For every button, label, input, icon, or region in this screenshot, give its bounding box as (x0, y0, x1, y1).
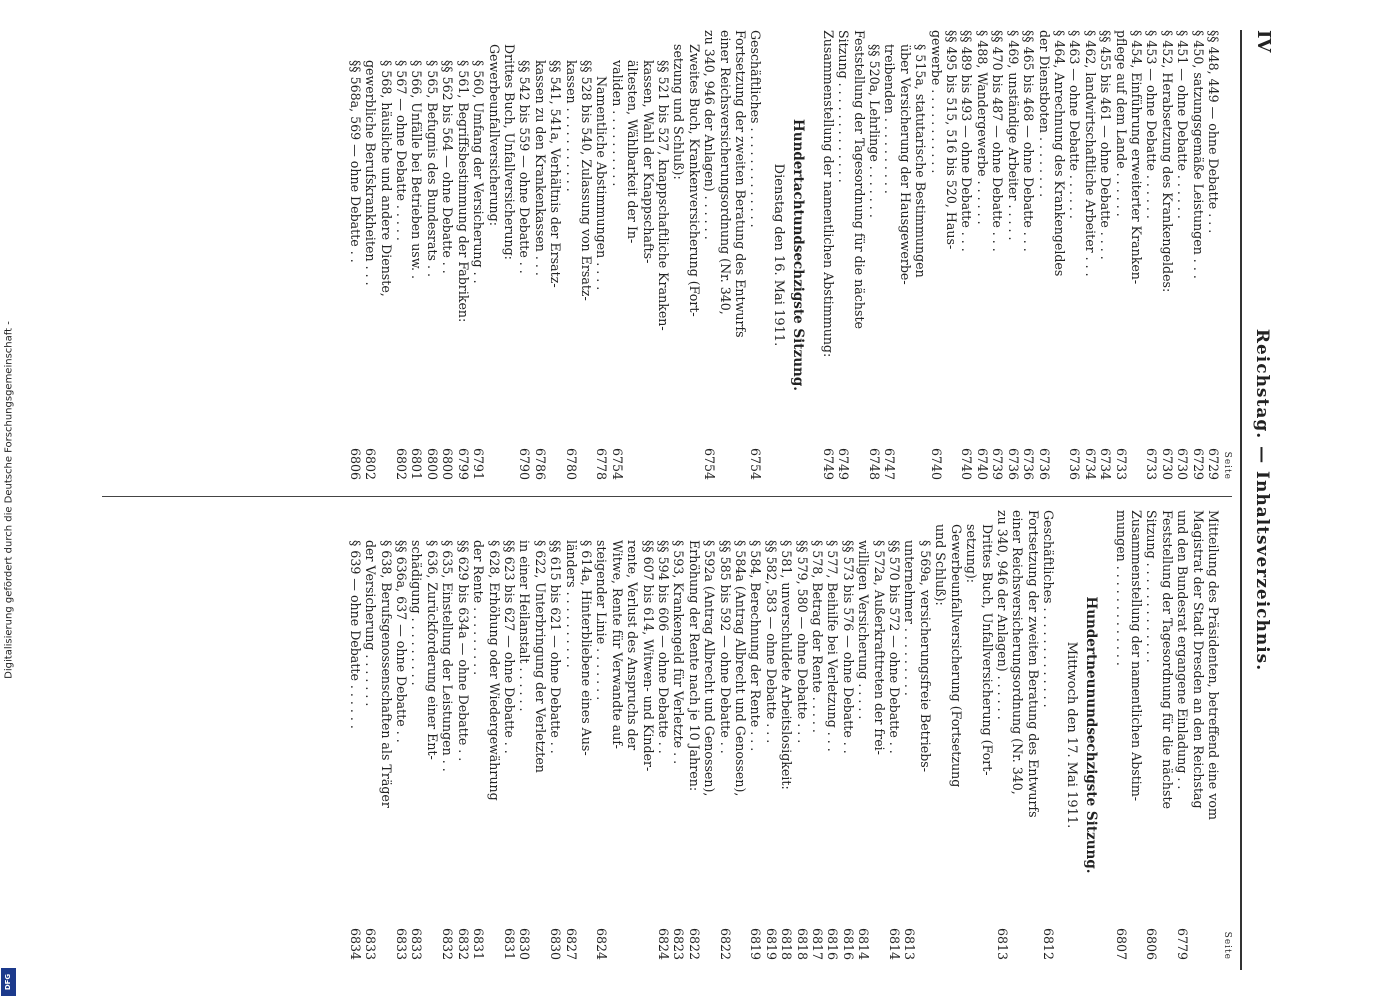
toc-entry-page: 6729 (1190, 447, 1206, 480)
toc-entry (974, 30, 989, 480)
toc-entry-text: § 593, Krankengeld für Verletzte . . (670, 540, 686, 765)
toc-entry (989, 30, 1004, 480)
toc-entry-text: § 454, Einführung erweiterter Kranken- pflege auf dem Lande . . . . . . (1113, 30, 1144, 285)
toc-entry (686, 510, 717, 960)
toc-entry-text: §§ 541, 541a, Verhältnis der Ersatz- kassen zu den Krankenkassen . . . (532, 60, 563, 288)
right-entries (1113, 510, 1221, 960)
toc-entry-text: Zusammenstellung der namentlichen Abstim- mungen . . . . . . . . . . . . . (1113, 510, 1144, 802)
toc-entry-page: 6778 (593, 447, 609, 480)
toc-entry (593, 510, 655, 960)
left-entries (820, 30, 1221, 480)
toc-entry-page: 6733 (1143, 447, 1159, 480)
toc-entry-text: § 452, Herabsetzung des Krankengeldes: (1159, 30, 1175, 293)
toc-entry-page: 6754 (747, 447, 763, 480)
toc-entry-page: 6818 (794, 927, 810, 960)
toc-entry (825, 510, 840, 960)
toc-entry-text: Fortsetzung der zweiten Beratung des Entwurfs einer Reichsversicherungsordnung (Nr. 340, zu 340, 946 der Anlagen) . . . . . . (994, 510, 1041, 818)
toc-entry (470, 510, 501, 960)
toc-entry-text: § 450, satzungsgemäße Leistungen . . . (1190, 30, 1206, 279)
toc-entry (1066, 30, 1081, 480)
toc-entry-text: § 488, Wandergewerbe . . . . . . (974, 30, 990, 225)
toc-entry (994, 510, 1040, 960)
toc-entry (1113, 510, 1144, 960)
toc-entry-page: 6831 (470, 927, 486, 960)
toc-entry-page: 6736 (1066, 447, 1082, 480)
toc-entry-text: § 581, unverschuldete Arbeitslosigkeit: (778, 540, 794, 790)
toc-entry (347, 30, 362, 480)
toc-entry (455, 30, 470, 480)
toc-entry (840, 510, 855, 960)
toc-entry (732, 510, 747, 960)
toc-entry-text: §§ 579, 580 — ohne Debatte . . . (794, 540, 810, 744)
toc-entry-text: §§ 470 bis 487 — ohne Debatte . . . (989, 30, 1005, 252)
session-date-169: Mittwoch den 17. Mai 1911. (1063, 641, 1079, 829)
toc-entry-text: § 592a (Antrag Albrecht und Genossen), Erhöhung der Rente nach je 10 Jahren: (686, 540, 717, 797)
toc-entry-page: 6729 (1205, 447, 1221, 480)
toc-entry-text: § 569a, versicherungsfreie Betriebs- unternehmer . . . . . . . . . (902, 540, 933, 772)
toc-entry-page: 6754 (701, 447, 717, 480)
seite-label: Seite (1221, 451, 1232, 480)
toc-entry-text: Namentliche Abstimmungen . . . . (593, 76, 609, 291)
toc-entry-text: §§ 615 bis 621 — ohne Debatte . . (547, 540, 563, 754)
toc-entry (547, 510, 562, 960)
toc-entry-page: 6832 (455, 927, 471, 960)
toc-entry-page: 6740 (974, 447, 990, 480)
toc-entry-page: 6739 (989, 447, 1005, 480)
toc-entry-page: 6754 (609, 447, 625, 480)
toc-entry (609, 30, 671, 480)
toc-entry-page: 6830 (516, 927, 532, 960)
toc-entry-page: 6749 (820, 447, 836, 480)
toc-entry-page: 6830 (547, 927, 563, 960)
toc-entry (671, 30, 702, 480)
toc-entry (393, 30, 408, 480)
toc-entry-text: § 622, Unterbringung der Verletzten in einer Heilanstalt . . . . . . (516, 540, 548, 773)
digitization-sidebar (0, 0, 18, 1000)
toc-entry-page: 6779 (1174, 927, 1190, 960)
toc-entry-text: §§ 455 bis 461 — ohne Debatte . . . . (1097, 30, 1113, 260)
toc-entry-page: 6814 (886, 927, 902, 960)
toc-entry-text: § 463 — ohne Debatte . . . . . . (1066, 30, 1082, 219)
toc-entry-page: 6740 (959, 447, 974, 480)
toc-entry-page: 6806 (1143, 927, 1159, 960)
toc-entry (1082, 30, 1097, 480)
left-session-entries (347, 30, 763, 480)
toc-entry-page: 6734 (1082, 447, 1098, 480)
toc-entry-text: Fortsetzung der zweiten Beratung des Entwurfs einer Reichsversicherungsordnung (Nr. 340, zu 340, 946 der Anlagen) . . . . . . (701, 30, 748, 338)
toc-entry-text: Gewerbeunfallversicherung: (486, 44, 502, 226)
toc-entry (1205, 30, 1220, 480)
toc-entry-text: Zusammenstellung der namentlichen Abstimmung: (820, 30, 836, 358)
toc-entry (347, 510, 362, 960)
toc-entry-text: §§ 607 bis 614, Witwen- und Kinder- rente, Verlust des Anspruchs der Witwe, Rente für Verwandte auf- steigender Linie . . . . . . . (593, 540, 656, 772)
toc-entry-text: Gewerbeunfallversicherung (Fortsetzung und Schluß): (932, 524, 964, 788)
toc-entry (439, 30, 454, 480)
toc-entry-page: 6806 (347, 447, 363, 480)
toc-entry-text: §§ 520a, Lehrlinge . . . . . . . (866, 44, 882, 218)
toc-entry-page: 6802 (362, 447, 378, 480)
toc-entry-text: Drittes Buch, Unfallversicherung (Fort- setzung): (963, 524, 995, 776)
toc-entry (501, 510, 516, 960)
toc-entry-page: 6790 (516, 447, 532, 480)
toc-entry-page: 6730 (1174, 447, 1190, 480)
dfg-logo-icon (1, 968, 16, 996)
toc-entry-page: 6733 (1113, 447, 1129, 480)
toc-entry-text: Feststellung der Tagesordnung für die nächste Sitzung . . . . . . . . . . . . . (835, 30, 867, 329)
toc-entry-text: § 614a, Hinterbliebene eines Aus- länders . . . . . . . . . . (563, 540, 594, 756)
toc-entry-text: §§ 582, 583 — ohne Debatte . . . (763, 540, 779, 744)
session-heading-168: Hundertachtundsechzigste Sitzung. (789, 119, 806, 391)
toc-entry-page: 6822 (686, 927, 702, 960)
toc-entry (501, 30, 516, 480)
toc-entry-page: 6730 (1159, 447, 1175, 480)
toc-entry-text: § 584, Berechnung der Rente . . . (747, 540, 763, 752)
toc-entry-text: §§ 585 bis 592 — ohne Debatte . . (717, 540, 733, 754)
toc-entry-text: §§ 636a, 637 — ohne Debatte . . (393, 540, 409, 743)
toc-entry-page: 6801 (409, 447, 424, 480)
rotated-sheet (92, 30, 1292, 970)
toc-entry-page: 6817 (809, 927, 825, 960)
toc-entry (409, 30, 424, 480)
toc-entry (470, 30, 485, 480)
toc-entry-page: 6831 (501, 927, 517, 960)
toc-entry (671, 510, 686, 960)
toc-entry (701, 30, 747, 480)
toc-entry (717, 510, 732, 960)
toc-entry-page: 6747 (881, 447, 897, 480)
toc-entry (932, 510, 963, 960)
toc-entry-page: 6816 (840, 927, 856, 960)
toc-entry (424, 30, 439, 480)
seite-label-right: Seite (1221, 931, 1232, 960)
toc-entry-page: 6833 (362, 927, 378, 960)
toc-entry-text: § 639 — ohne Debatte . . . . . . (347, 540, 363, 729)
toc-entry-text: §§ 623 bis 627 — ohne Debatte . . (501, 540, 517, 754)
toc-entry-page: 6800 (439, 447, 455, 480)
toc-entry-text: § 469, unständige Arbeiter . . . . . (1005, 30, 1021, 241)
toc-entry (563, 510, 594, 960)
toc-entry (516, 510, 547, 960)
toc-entry-page: 6822 (717, 927, 733, 960)
toc-entry-text: § 572a, Außerkrafttreten der frei- willigen Versicherung . . . . . (855, 540, 887, 755)
toc-entry-text: Mitteilung des Präsidenten, betreffend eine vom Magistrat der Stadt Dresden an den Reichstag und den Bundesrat ergangene Einladung . . (1174, 510, 1221, 820)
toc-entry-page: 6813 (902, 927, 917, 960)
toc-entry (959, 30, 974, 480)
toc-entry (1143, 510, 1174, 960)
toc-entry-text: Drittes Buch, Unfallversicherung: (501, 44, 517, 260)
toc-entry-text: § 635, Einstellung der Leistungen . . (439, 540, 455, 772)
toc-entry-page: 6791 (470, 447, 486, 480)
toc-entry-text: § 566, Unfälle bei Betrieben usw. . (409, 60, 424, 280)
toc-entry-page: 6827 (563, 927, 579, 960)
toc-entry-text: §§ 562 bis 564 — ohne Debatte . . (439, 60, 455, 274)
toc-entry-text: §§ 489 bis 493 — ohne Debatte . . . (959, 30, 974, 252)
toc-entry-page: 6812 (1040, 927, 1056, 960)
toc-entry (1113, 30, 1144, 480)
page-header (1246, 30, 1274, 970)
toc-entry-page: 6816 (824, 927, 840, 960)
toc-entry-text: Zweites Buch, Krankenversicherung (Fort- setzung und Schluß): (670, 44, 702, 317)
toc-entry (532, 30, 563, 480)
right-session-entries (347, 510, 1056, 960)
toc-entry-page: 6748 (866, 447, 882, 480)
toc-entry-text: §§ 573 bis 576 — ohne Debatte . . (840, 540, 856, 754)
toc-entry (393, 510, 408, 960)
toc-entry-text: Geschäftliches . . . . . . . . . . . . . (1040, 510, 1056, 708)
toc-entry (1097, 30, 1112, 480)
toc-entry (1040, 510, 1055, 960)
toc-entry-text: § 453 — ohne Debatte . . . . . . (1143, 30, 1159, 219)
toc-entry (486, 30, 501, 480)
toc-entry-text: §§ 594 bis 606 — ohne Debatte . . (655, 540, 671, 754)
toc-entry-text: § 567 — ohne Debatte . . . . . (393, 60, 409, 241)
toc-entry-text: § 515a, statutarische Bestimmungen über Versicherung der Hausgewerbe- treibenden . . . . . . . . . . (881, 44, 928, 285)
toc-entry (362, 30, 393, 480)
session-date-168: Dienstag den 16. Mai 1911. (770, 163, 786, 347)
toc-entry (794, 510, 809, 960)
toc-entry (439, 510, 454, 960)
toc-entry (748, 510, 763, 960)
toc-entry-page: 6780 (563, 447, 579, 480)
toc-entry-page: 6740 (928, 447, 944, 480)
toc-entry (778, 510, 793, 960)
toc-entry (902, 510, 933, 960)
toc-entry (748, 30, 763, 480)
toc-entry-text: §§ 568a, 569 — ohne Debatte . . (347, 60, 363, 263)
toc-entry-text: § 636, Zurückforderung einer Ent- schädigung . . . . . . . . . (409, 540, 440, 760)
toc-entry (882, 30, 928, 480)
toc-entry (963, 510, 994, 960)
toc-entry (1005, 30, 1020, 480)
toc-entry-text: § 578, Betrag der Rente . . . . . (809, 540, 825, 733)
toc-entry-text: § 568, häusliche und andere Dienste, gewerbliche Berufskrankheiten . . . (362, 60, 394, 297)
toc-entry-page: 6833 (393, 927, 409, 960)
toc-entry-page: 6736 (1020, 447, 1036, 480)
toc-entry (809, 510, 824, 960)
toc-entry (1020, 30, 1035, 480)
toc-entry-text: § 464, Anrechnung des Krankengeldes der Dienstboten . . . . . . . . (1036, 30, 1067, 277)
toc-entry-page: 6799 (455, 447, 471, 480)
toc-entry-text: Feststellung der Tagesordnung für die nächste Sitzung . . . . . . . . . . . . . (1143, 510, 1175, 809)
toc-entry-page: 6802 (393, 447, 409, 480)
toc-entry-text: §§ 542 bis 559 — ohne Debatte . . (516, 60, 532, 274)
toc-entry (1036, 30, 1067, 480)
toc-entry-text: § 565, Befugnis des Bundesrats . . (424, 60, 440, 277)
toc-entry-text: §§ 465 bis 468 — ohne Debatte . . . (1020, 30, 1036, 252)
toc-entry-text: §§ 495 bis 515, 516 bis 520, Haus- gewerbe . . . . . . . . . . . (928, 30, 959, 250)
toc-entry-text: §§ 570 bis 572 — ohne Debatte . . (886, 540, 902, 754)
toc-entry (763, 510, 778, 960)
toc-entry-text: §§ 629 bis 634a — ohne Debatte . . (455, 540, 471, 762)
toc-entry-page: 6834 (347, 927, 363, 960)
toc-entry (455, 510, 470, 960)
toc-entry (655, 510, 670, 960)
toc-entry-page: 6818 (778, 927, 794, 960)
column-divider (102, 496, 1232, 497)
left-column (102, 30, 1232, 480)
toc-entry (409, 510, 440, 960)
toc-entry-page: 6824 (655, 927, 671, 960)
toc-entry-text: § 584a (Antrag Albrecht und Genossen), (732, 540, 748, 797)
digitization-credit: Digitalisierung gefördert durch die Deutsche Forschungsgemeinschaft - (3, 321, 15, 679)
toc-entry (1143, 30, 1158, 480)
toc-entry-text: §§ 528 bis 540, Zulassung von Ersatz- kassen . . . . . . . . . . . (563, 60, 594, 301)
toc-entry-page: 6813 (994, 927, 1010, 960)
toc-entry (593, 30, 608, 480)
toc-entry-text: §§ 448, 449 — ohne Debatte . . . (1205, 30, 1221, 234)
toc-entry (835, 30, 866, 480)
toc-entry-page: 6823 (670, 927, 686, 960)
toc-entry (362, 510, 393, 960)
toc-entry (928, 30, 959, 480)
toc-entry-page: 6832 (439, 927, 455, 960)
toc-entry-text: § 577, Beihilfe bei Verletzung . . . (824, 540, 840, 752)
session-heading-169: Hundertneunundsechzigste Sitzung. (1082, 596, 1099, 874)
toc-entry-page: 6833 (409, 927, 424, 960)
toc-entry (1159, 30, 1174, 480)
toc-entry-page: 6736 (1036, 447, 1052, 480)
toc-entry (1174, 30, 1189, 480)
toc-entry-page: 6814 (855, 927, 871, 960)
toc-entry (855, 510, 886, 960)
toc-entry-text: §§ 521 bis 527, knappschaftliche Kranken- kassen, Wahl der Knappschafts- ältesten, Wählbarkeit der In- validen . . . . . . . . . . (609, 60, 671, 331)
header-rule (1240, 30, 1242, 970)
toc-entry (820, 30, 835, 480)
toc-entry-text: § 560, Umfang der Versicherung . . (470, 60, 486, 284)
toc-entry-page: 6819 (763, 927, 779, 960)
toc-entry-page: 6824 (593, 927, 609, 960)
toc-entry (866, 30, 881, 480)
dfg-logo-text: DFG (4, 973, 13, 991)
toc-entry-text: Geschäftliches . . . . . . . . . . . . . (747, 30, 763, 228)
toc-entry-page: 6800 (424, 447, 440, 480)
toc-entry-text: § 628, Erhöhung oder Wiedergewährung der Rente . . . . . . . . . (470, 540, 502, 801)
toc-entry-text: § 462, landwirtschaftliche Arbeiter . . . (1082, 30, 1098, 277)
toc-entry-page: 6819 (747, 927, 763, 960)
toc-entry-text: § 451 — ohne Debatte . . . . . . (1174, 30, 1190, 219)
toc-entry (1174, 510, 1220, 960)
toc-entry-page: 6749 (835, 447, 851, 480)
right-column (102, 510, 1232, 960)
toc-entry-page: 6734 (1097, 447, 1113, 480)
toc-entry (1190, 30, 1205, 480)
toc-entry (886, 510, 901, 960)
page-number: IV (1252, 30, 1274, 53)
toc-entry-page: 6736 (1005, 447, 1021, 480)
header-title: Reichstag. — Inhaltsverzeichnis. (1251, 328, 1272, 672)
toc-entry-page: 6807 (1113, 927, 1129, 960)
toc-entry-text: § 561, Begriffsbestimmung der Fabriken: (455, 60, 471, 323)
toc-entry-page: 6786 (532, 447, 548, 480)
toc-entry (563, 30, 594, 480)
toc-entry (516, 30, 531, 480)
toc-entry-text: § 638, Berufsgenossenschaften als Träger der Versicherung . . . . . . . (362, 540, 394, 808)
